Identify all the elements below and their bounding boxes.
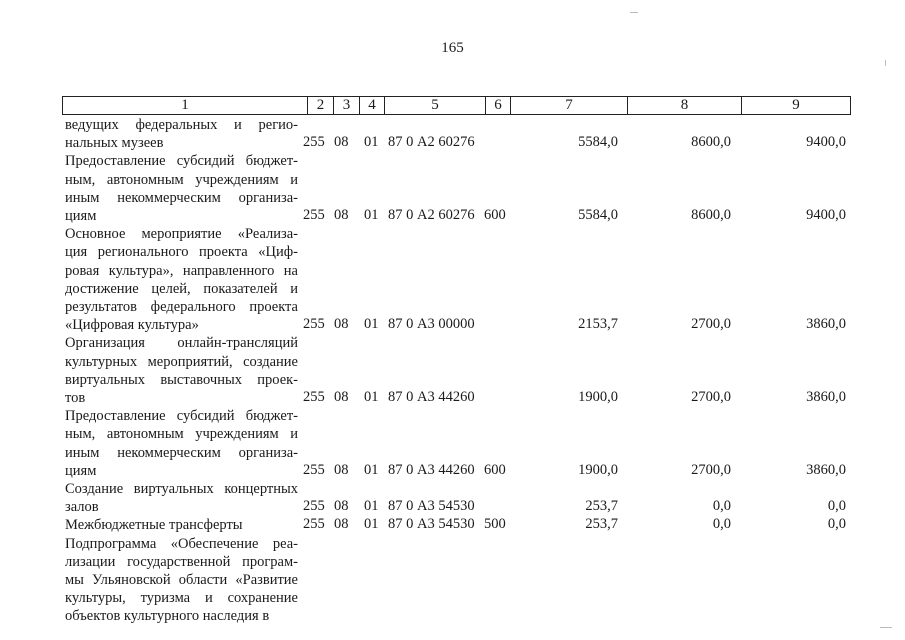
description-line: «Цифровая культура» [65,317,199,334]
cell-column-8: 8600,0 [691,206,731,223]
cell-column-3: 08 [334,461,349,478]
column-header-6: 6 [486,97,511,115]
cell-column-5: 87 0 А3 44260 [388,388,475,405]
cell-column-7: 5584,0 [578,134,618,151]
description-line: ция регионального проекта «Циф- [65,244,298,261]
column-header-7: 7 [511,97,628,115]
cell-column-8: 2700,0 [691,316,731,333]
column-header-3: 3 [334,97,360,115]
description-line: тов [65,390,86,406]
description-line: мы Ульяновской области «Развитие [65,572,298,588]
cell-column-9: 3860,0 [806,388,846,405]
cell-column-9: 0,0 [827,516,846,533]
cell-column-3: 08 [334,134,349,151]
cell-column-6: 500 [484,516,506,533]
row-description [65,516,298,534]
cell-column-9: 3860,0 [806,461,846,478]
description-line: Организация онлайн-трансляций [65,335,298,352]
cell-column-2: 255 [303,516,325,533]
description-line: нальных музеев [65,135,164,152]
description-line: циям [65,208,97,224]
description-line: иным некоммерческим организа- [65,444,298,461]
cell-column-5: 87 0 А3 54530 [388,516,475,533]
description-line: Предоставление субсидий бюджет- [65,153,298,170]
cell-column-9: 9400,0 [806,206,846,223]
column-header-4: 4 [360,97,385,115]
description-line: Предоставление субсидий бюджет- [65,408,298,425]
description-line: залов [65,499,99,516]
row-description [65,116,298,152]
cell-column-5: 87 0 А2 60276 [388,206,475,223]
column-header-8: 8 [628,97,742,115]
cell-column-9: 0,0 [827,498,846,515]
cell-column-3: 08 [334,388,349,405]
description-line: ным, автономным учреждениям и [65,426,298,443]
cell-column-4: 01 [364,316,379,333]
cell-column-4: 01 [364,134,379,151]
column-header-table [62,96,851,115]
cell-column-3: 08 [334,316,349,333]
description-line: Подпрограмма «Обеспечение реа- [65,535,298,552]
cell-column-9: 9400,0 [806,134,846,151]
cell-column-7: 1900,0 [578,388,618,405]
description-line: виртуальных выставочных проек- [65,371,298,388]
column-header-1: 1 [63,97,308,115]
cell-column-8: 2700,0 [691,388,731,405]
cell-column-3: 08 [334,498,349,515]
description-line: достижение целей, показателей и [65,280,298,297]
column-header-2: 2 [308,97,334,115]
scan-mark [885,60,886,66]
cell-column-7: 5584,0 [578,206,618,223]
cell-column-5: 87 0 А3 44260 [388,461,475,478]
scan-mark [880,627,892,628]
row-description [65,152,298,225]
cell-column-4: 01 [364,498,379,515]
description-line: Межбюджетные трансферты [65,517,243,534]
column-header-5: 5 [385,97,486,115]
column-header-row [63,97,851,115]
description-line: результатов федерального проекта [65,299,298,315]
description-line: ведущих федеральных и регио- [65,117,298,133]
cell-column-3: 08 [334,206,349,223]
cell-column-7: 1900,0 [578,461,618,478]
cell-column-8: 0,0 [712,516,731,533]
cell-column-8: 0,0 [712,498,731,515]
cell-column-2: 255 [303,498,325,515]
row-description [65,535,298,626]
cell-column-7: 2153,7 [578,316,618,333]
description-line: лизации государственной програм- [65,553,298,570]
cell-column-8: 8600,0 [691,134,731,151]
cell-column-2: 255 [303,388,325,405]
cell-column-5: 87 0 А2 60276 [388,134,475,151]
description-line: объектов культурного наследия в [65,608,270,625]
cell-column-8: 2700,0 [691,461,731,478]
cell-column-5: 87 0 А3 00000 [388,316,475,333]
cell-column-2: 255 [303,316,325,333]
cell-column-2: 255 [303,206,325,223]
description-line: ровая культура», направленного на [65,262,298,279]
description-line: Создание виртуальных концертных [65,481,298,497]
cell-column-6: 600 [484,461,506,478]
cell-column-4: 01 [364,516,379,533]
cell-column-7: 253,7 [585,498,618,515]
description-line: Основное мероприятие «Реализа- [65,226,298,243]
cell-column-2: 255 [303,461,325,478]
row-description [65,407,298,480]
scan-mark [630,12,638,13]
cell-column-2: 255 [303,134,325,151]
cell-column-3: 08 [334,516,349,533]
cell-column-6: 600 [484,206,506,223]
description-line: культуры, туризма и сохранение [65,590,298,607]
row-description [65,480,298,516]
description-line: культурных мероприятий, создание [65,353,298,370]
cell-column-4: 01 [364,388,379,405]
cell-column-9: 3860,0 [806,316,846,333]
row-description [65,225,298,334]
description-line: циям [65,462,97,479]
row-description [65,334,298,407]
cell-column-5: 87 0 А3 54530 [388,498,475,515]
cell-column-4: 01 [364,206,379,223]
description-line: ным, автономным учреждениям и [65,171,298,188]
cell-column-7: 253,7 [585,516,618,533]
column-header-9: 9 [742,97,851,115]
page-number: 165 [441,40,464,56]
cell-column-4: 01 [364,461,379,478]
description-line: иным некоммерческим организа- [65,189,298,206]
